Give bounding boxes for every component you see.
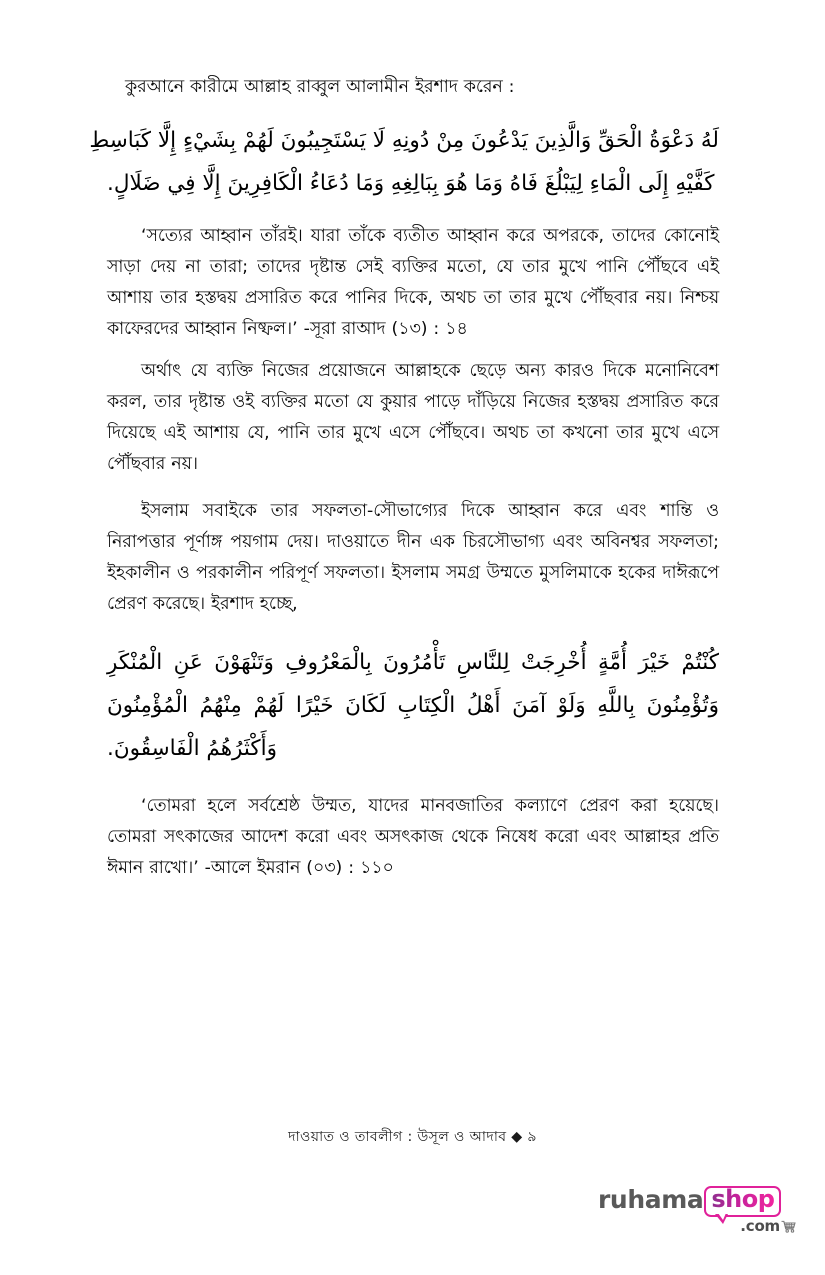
watermark-brand-secondary: shop bbox=[711, 1185, 775, 1213]
watermark-brand-row bbox=[598, 1186, 798, 1214]
page-content bbox=[89, 72, 719, 884]
spacer bbox=[107, 770, 719, 791]
arabic-verse-block-al-imran bbox=[107, 641, 719, 770]
spacer bbox=[107, 345, 719, 356]
arabic-verse-line: كَفَّيْهِ إِلَى الْمَاءِ لِيَبْلُغَ فَاهُ وَمَا هُوَ بِبَالِغِهِ وَمَا دُعَاءُ الْكَافِرِينَ إِلَّا فِي ضَلَالٍ. bbox=[107, 171, 715, 196]
spacer bbox=[107, 480, 719, 496]
paragraph-islam-call: ইসলাম সবাইকে তার সফলতা-সৌভাগ্যের দিকে আহ্বান করে এবং শান্তি ও নিরাপত্তার পূর্ণাঙ্গ পয়গাম দেয়। দাওয়াতে দীন এক চিরসৌভাগ্য এবং অবিনশ্বর সফলতা; ইহকালীন ও পরকালীন পরিপূর্ণ সফলতা। ইসলাম সমগ্র উম্মতে মুসলিমাকে হকের দাঈরূপে প্রেরণ করেছে। ইরশাদ হচ্ছে, bbox=[107, 501, 719, 614]
page-footer: দাওয়াত ও তাবলীগ : উসূল ও আদাব ◆ ৯ bbox=[288, 1129, 537, 1145]
spacer bbox=[107, 205, 719, 221]
arabic-verse-line: وَتُؤْمِنُونَ بِاللَّهِ وَلَوْ آمَنَ أَهْلُ الْكِتَابِ لَكَانَ خَيْرًا لَهُمْ مِنْهُمُ الْمُؤْمِنُونَ bbox=[107, 693, 719, 718]
shopping-cart-icon bbox=[781, 1220, 796, 1233]
arabic-verse-line: لَهُ دَعْوَةُ الْحَقِّ وَالَّذِينَ يَدْعُونَ مِنْ دُونِهِ لَا يَسْتَجِيبُونَ لَهُمْ بِشَيْءٍ إِلَّا كَبَاسِطِ bbox=[89, 128, 719, 153]
watermark-brand-primary: ruhama bbox=[598, 1185, 704, 1214]
arabic-verse-line: كُنْتُمْ خَيْرَ أُمَّةٍ أُخْرِجَتْ لِلنَّاسِ تَأْمُرُونَ بِالْمَعْرُوفِ وَتَنْهَوْنَ عَنِ الْمُنْكَرِ bbox=[107, 650, 719, 675]
watermark-shop-bubble bbox=[704, 1186, 781, 1217]
spacer bbox=[107, 108, 719, 119]
watermark-domain: .com bbox=[740, 1217, 780, 1235]
paragraph-translation-al-imran: ‘তোমরা হলে সর্বশ্রেষ্ঠ উম্মত, যাদের মানবজাতির কল্যাণে প্রেরণ করা হয়েছে। তোমরা সৎকাজের আদেশ করো এবং অসৎকাজ থেকে নিষেধ করো এবং আল্লাহর প্রতি ঈমান রাখো।’ -আলে ইমরান (০৩) : ১১০ bbox=[107, 796, 719, 878]
speech-bubble-tail-icon bbox=[715, 1214, 728, 1224]
watermark-domain-row bbox=[598, 1217, 798, 1235]
arabic-verse-line: وَأَكْثَرُهُمُ الْفَاسِقُونَ. bbox=[107, 736, 277, 761]
arabic-verse-block-ar-raad bbox=[89, 119, 719, 205]
section-heading: কুরআনে কারীমে আল্লাহ রাব্বুল আলামীন ইরশাদ করেন : bbox=[125, 77, 515, 97]
paragraph-translation-ar-raad: ‘সত্যের আহ্বান তাঁরই। যারা তাঁকে ব্যতীত আহ্বান করে অপরকে, তাদের কোনোই সাড়া দেয় না তারা; তাদের দৃষ্টান্ত সেই ব্যক্তির মতো, যে তার মুখে পানি পৌঁছবে এই আশায় তার হস্তদ্বয় প্রসারিত করে পানির দিকে, অথচ তা তার মুখে পৌঁছবার নয়। নিশ্চয় কাফেরদের আহ্বান নিষ্ফল।’ -সূরা রাআদ (১৩) : ১৪ bbox=[107, 226, 719, 339]
spacer bbox=[107, 620, 719, 641]
watermark-logo bbox=[598, 1186, 798, 1240]
paragraph-explanation: অর্থাৎ যে ব্যক্তি নিজের প্রয়োজনে আল্লাহকে ছেড়ে অন্য কারও দিকে মনোনিবেশ করল, তার দৃষ্টান্ত ওই ব্যক্তির মতো যে কুয়ার পাড়ে দাঁড়িয়ে নিজের হস্তদ্বয় প্রসারিত করে দিয়েছে এই আশায় যে, পানি তার মুখে এসে পৌঁছবে। অথচ তা কখনো তার মুখে এসে পৌঁছবার নয়। bbox=[107, 361, 719, 474]
